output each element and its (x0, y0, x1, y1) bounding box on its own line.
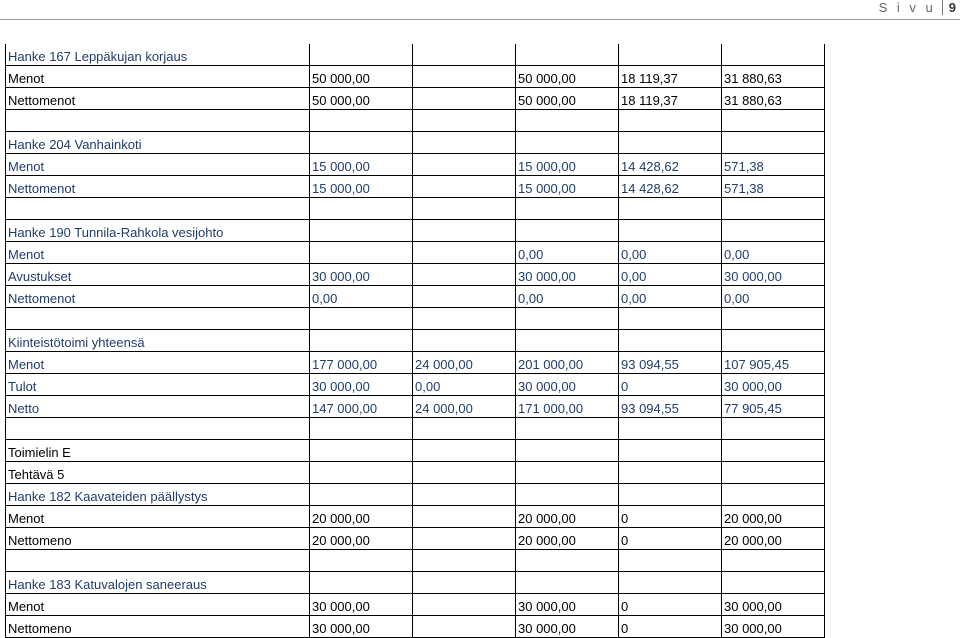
section-title-cell: Tehtävä 5 (6, 462, 310, 484)
section-heading-row (6, 44, 825, 66)
value-cell-c1: 20 000,00 (310, 506, 413, 528)
value-cell-c5: 20 000,00 (722, 528, 825, 550)
empty-cell (6, 550, 310, 572)
value-cell-c1: 30 000,00 (310, 264, 413, 286)
value-cell-c5: 571,38 (722, 154, 825, 176)
value-cell-c4: 18 119,37 (619, 66, 722, 88)
section-title-cell: Hanke 167 Leppäkujan korjaus (6, 44, 310, 66)
empty-cell (310, 220, 413, 242)
empty-cell (516, 418, 619, 440)
empty-cell (413, 220, 516, 242)
value-cell-c4: 0 (619, 616, 722, 638)
empty-cell (619, 198, 722, 220)
empty-cell (413, 440, 516, 462)
value-cell-c1: 50 000,00 (310, 88, 413, 110)
value-cell-c5: 31 880,63 (722, 66, 825, 88)
empty-cell (516, 484, 619, 506)
section-heading-row (6, 462, 825, 484)
value-cell-c5: 107 905,45 (722, 352, 825, 374)
value-cell-c2 (413, 242, 516, 264)
empty-cell (619, 572, 722, 594)
row-label-cell: Menot (6, 66, 310, 88)
empty-cell (516, 308, 619, 330)
value-cell-c1: 147 000,00 (310, 396, 413, 418)
value-cell-c2: 24 000,00 (413, 396, 516, 418)
value-cell-c5: 30 000,00 (722, 374, 825, 396)
empty-cell (722, 484, 825, 506)
empty-cell (619, 44, 722, 66)
row-label-cell: Menot (6, 594, 310, 616)
row-label-cell: Avustukset (6, 264, 310, 286)
value-cell-c1: 177 000,00 (310, 352, 413, 374)
value-cell-c1: 15 000,00 (310, 154, 413, 176)
row-label-cell: Nettomenot (6, 88, 310, 110)
value-cell-c5: 0,00 (722, 286, 825, 308)
empty-cell (310, 550, 413, 572)
value-cell-c4: 14 428,62 (619, 176, 722, 198)
value-cell-c1: 30 000,00 (310, 594, 413, 616)
table-row (6, 506, 825, 528)
value-cell-c2 (413, 506, 516, 528)
value-cell-c4: 14 428,62 (619, 154, 722, 176)
value-cell-c4: 0,00 (619, 242, 722, 264)
empty-cell (413, 484, 516, 506)
table-row (6, 154, 825, 176)
value-cell-c3: 50 000,00 (516, 66, 619, 88)
value-cell-c3: 15 000,00 (516, 154, 619, 176)
row-label-cell: Menot (6, 242, 310, 264)
table-row (6, 242, 825, 264)
value-cell-c2 (413, 66, 516, 88)
empty-cell (413, 132, 516, 154)
value-cell-c3: 20 000,00 (516, 506, 619, 528)
table-row (6, 374, 825, 396)
section-heading-row (6, 220, 825, 242)
empty-cell (413, 572, 516, 594)
value-cell-c5: 30 000,00 (722, 594, 825, 616)
table-row (6, 66, 825, 88)
empty-cell (619, 484, 722, 506)
budget-table (5, 44, 825, 638)
value-cell-c2 (413, 528, 516, 550)
row-label-cell: Netto (6, 396, 310, 418)
empty-cell (619, 550, 722, 572)
section-heading-row (6, 484, 825, 506)
value-cell-c3: 30 000,00 (516, 594, 619, 616)
table-row (6, 594, 825, 616)
value-cell-c3: 15 000,00 (516, 176, 619, 198)
empty-cell (310, 572, 413, 594)
section-title-cell: Kiinteistötoimi yhteensä (6, 330, 310, 352)
row-label-cell: Nettomenot (6, 176, 310, 198)
value-cell-c3: 171 000,00 (516, 396, 619, 418)
table-row (6, 616, 825, 638)
value-cell-c3: 30 000,00 (516, 374, 619, 396)
empty-cell (619, 440, 722, 462)
section-heading-row (6, 330, 825, 352)
empty-cell (516, 440, 619, 462)
empty-cell (516, 198, 619, 220)
table-row (6, 264, 825, 286)
empty-cell (619, 132, 722, 154)
value-cell-c3: 30 000,00 (516, 616, 619, 638)
value-cell-c3: 201 000,00 (516, 352, 619, 374)
blank-row (6, 308, 825, 330)
empty-cell (722, 440, 825, 462)
empty-cell (722, 418, 825, 440)
empty-cell (6, 110, 310, 132)
value-cell-c4: 93 094,55 (619, 396, 722, 418)
empty-cell (413, 462, 516, 484)
empty-cell (722, 572, 825, 594)
empty-cell (6, 198, 310, 220)
value-cell-c5: 77 905,45 (722, 396, 825, 418)
empty-cell (619, 462, 722, 484)
budget-table-body (6, 44, 825, 638)
value-cell-c2 (413, 594, 516, 616)
empty-cell (516, 330, 619, 352)
empty-cell (413, 550, 516, 572)
empty-cell (722, 198, 825, 220)
empty-cell (619, 110, 722, 132)
empty-cell (516, 220, 619, 242)
empty-cell (619, 418, 722, 440)
value-cell-c2 (413, 88, 516, 110)
empty-cell (413, 198, 516, 220)
value-cell-c1: 15 000,00 (310, 176, 413, 198)
value-cell-c3: 50 000,00 (516, 88, 619, 110)
empty-cell (413, 44, 516, 66)
empty-cell (310, 484, 413, 506)
value-cell-c1: 50 000,00 (310, 66, 413, 88)
blank-row (6, 198, 825, 220)
row-label-cell: Menot (6, 154, 310, 176)
table-row (6, 88, 825, 110)
empty-cell (516, 462, 619, 484)
empty-cell (619, 220, 722, 242)
table-row (6, 176, 825, 198)
value-cell-c4: 0,00 (619, 286, 722, 308)
empty-cell (516, 44, 619, 66)
table-row (6, 396, 825, 418)
row-label-cell: Menot (6, 506, 310, 528)
page-label: S i v u (878, 0, 936, 15)
page-header (879, 0, 956, 18)
value-cell-c1: 30 000,00 (310, 374, 413, 396)
value-cell-c3: 30 000,00 (516, 264, 619, 286)
value-cell-c2 (413, 616, 516, 638)
empty-cell (6, 418, 310, 440)
empty-cell (413, 418, 516, 440)
section-title-cell: Hanke 183 Katuvalojen saneeraus (6, 572, 310, 594)
value-cell-c4: 0,00 (619, 264, 722, 286)
table-row (6, 352, 825, 374)
section-heading-row (6, 132, 825, 154)
empty-cell (722, 110, 825, 132)
empty-cell (310, 330, 413, 352)
section-title-cell: Hanke 190 Tunnila-Rahkola vesijohto (6, 220, 310, 242)
empty-cell (516, 132, 619, 154)
section-title-cell: Hanke 204 Vanhainkoti (6, 132, 310, 154)
empty-cell (310, 462, 413, 484)
empty-cell (722, 550, 825, 572)
empty-cell (310, 418, 413, 440)
value-cell-c4: 0 (619, 374, 722, 396)
section-heading-row (6, 440, 825, 462)
value-cell-c1: 20 000,00 (310, 528, 413, 550)
value-cell-c5: 30 000,00 (722, 264, 825, 286)
blank-row (6, 418, 825, 440)
value-cell-c5: 20 000,00 (722, 506, 825, 528)
value-cell-c1 (310, 242, 413, 264)
table-row (6, 528, 825, 550)
value-cell-c4: 0 (619, 528, 722, 550)
empty-cell (310, 198, 413, 220)
value-cell-c4: 18 119,37 (619, 88, 722, 110)
value-cell-c3: 0,00 (516, 242, 619, 264)
value-cell-c4: 93 094,55 (619, 352, 722, 374)
section-heading-row (6, 572, 825, 594)
row-label-cell: Tulot (6, 374, 310, 396)
value-cell-c2: 0,00 (413, 374, 516, 396)
empty-cell (722, 308, 825, 330)
empty-cell (413, 308, 516, 330)
section-title-cell: Toimielin E (6, 440, 310, 462)
row-label-cell: Nettomeno (6, 616, 310, 638)
empty-cell (6, 308, 310, 330)
blank-row (6, 550, 825, 572)
value-cell-c2 (413, 154, 516, 176)
value-cell-c4: 0 (619, 506, 722, 528)
empty-cell (516, 550, 619, 572)
value-cell-c2 (413, 176, 516, 198)
value-cell-c3: 0,00 (516, 286, 619, 308)
empty-cell (413, 110, 516, 132)
row-label-cell: Nettomeno (6, 528, 310, 550)
value-cell-c5: 0,00 (722, 242, 825, 264)
header-divider (0, 19, 960, 20)
value-cell-c2 (413, 286, 516, 308)
empty-cell (619, 330, 722, 352)
empty-cell (413, 330, 516, 352)
empty-cell (310, 440, 413, 462)
empty-cell (722, 132, 825, 154)
table-row (6, 286, 825, 308)
empty-cell (310, 132, 413, 154)
value-cell-c1: 30 000,00 (310, 616, 413, 638)
empty-cell (310, 308, 413, 330)
empty-cell (516, 110, 619, 132)
empty-cell (310, 110, 413, 132)
page-number: 9 (942, 0, 956, 15)
empty-cell (619, 308, 722, 330)
value-cell-c5: 31 880,63 (722, 88, 825, 110)
value-cell-c2: 24 000,00 (413, 352, 516, 374)
section-title-cell: Hanke 182 Kaavateiden päällystys (6, 484, 310, 506)
value-cell-c5: 30 000,00 (722, 616, 825, 638)
empty-cell (722, 220, 825, 242)
value-cell-c1: 0,00 (310, 286, 413, 308)
row-label-cell: Menot (6, 352, 310, 374)
value-cell-c2 (413, 264, 516, 286)
row-label-cell: Nettomenot (6, 286, 310, 308)
empty-cell (722, 330, 825, 352)
empty-cell (516, 572, 619, 594)
empty-cell (722, 462, 825, 484)
empty-cell (722, 44, 825, 66)
value-cell-c3: 20 000,00 (516, 528, 619, 550)
blank-row (6, 110, 825, 132)
value-cell-c5: 571,38 (722, 176, 825, 198)
empty-cell (310, 44, 413, 66)
value-cell-c4: 0 (619, 594, 722, 616)
